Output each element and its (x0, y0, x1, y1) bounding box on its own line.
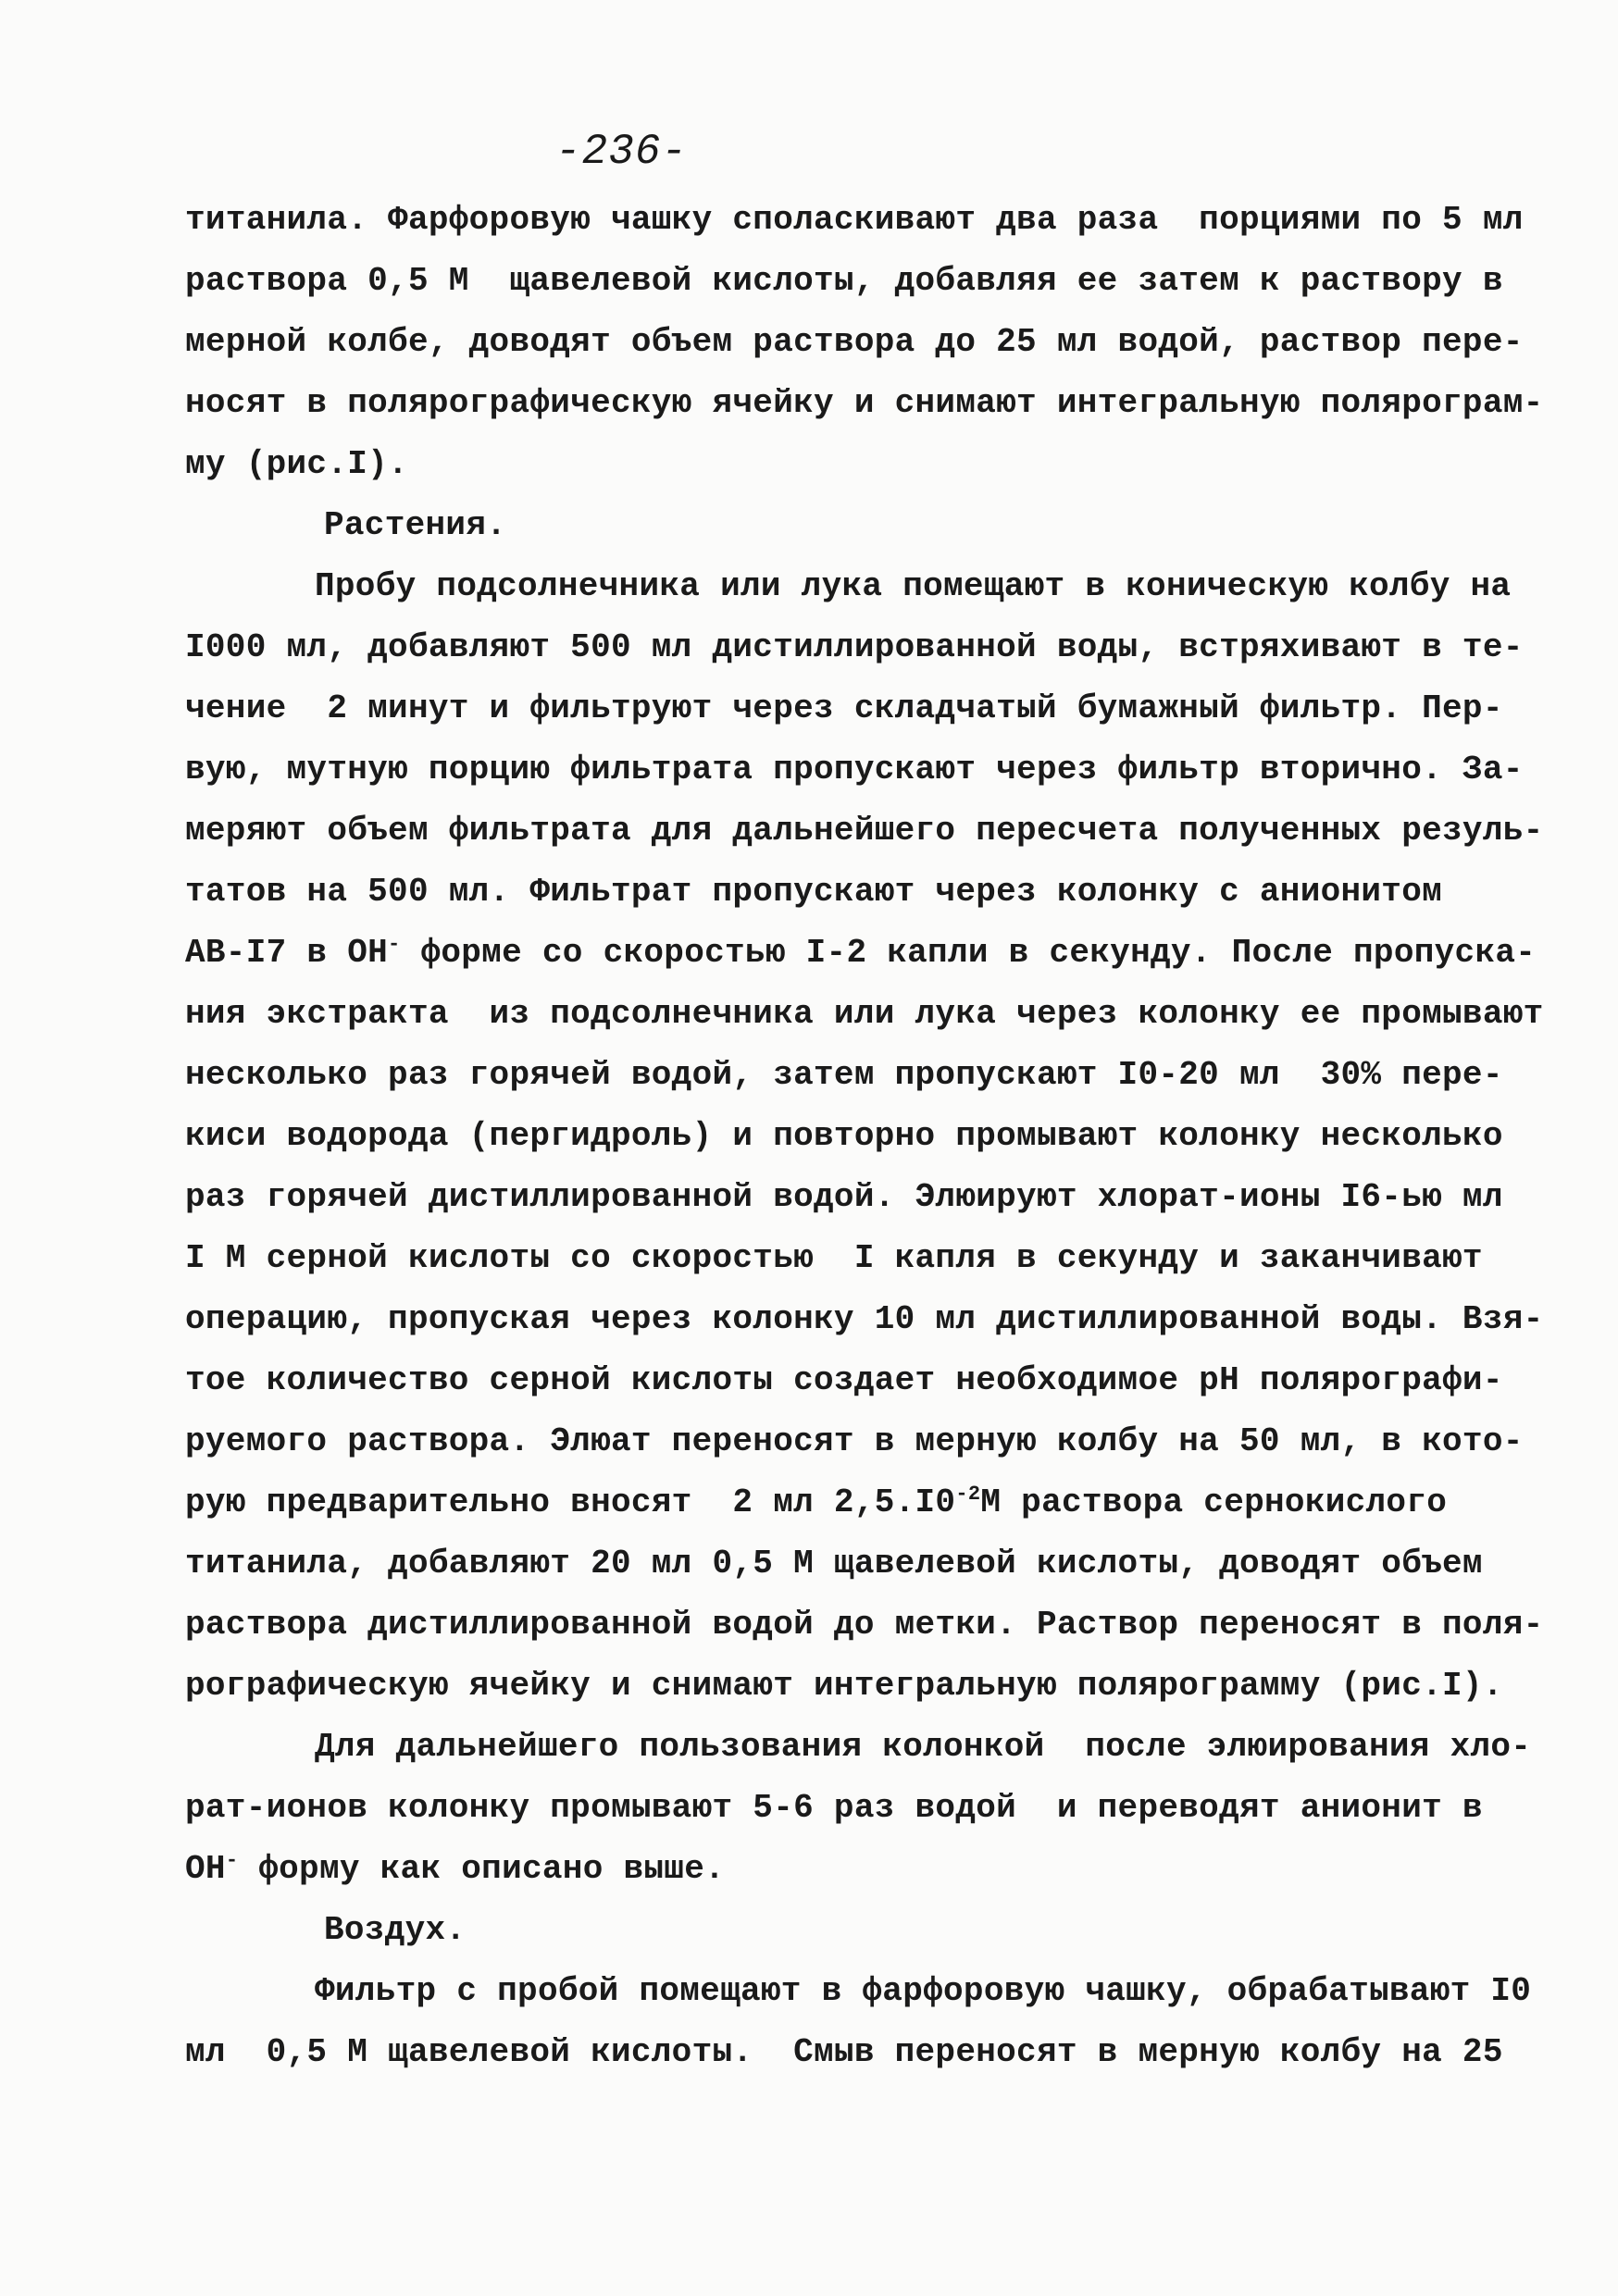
text-line: меряют объем фильтрата для дальнейшего пересчета полученных резуль- (185, 812, 1544, 850)
text-line: рографическую ячейку и снимают интегральную полярограмму (рис.I). (185, 1667, 1503, 1705)
text-fragment: форме со скоростью I-2 капли в секунду. После пропуска- (400, 934, 1537, 972)
text-line: ния экстракта из подсолнечника или лука через колонку ее промывают (185, 995, 1544, 1033)
text-line: му (рис.I). (185, 445, 408, 483)
superscript: - (388, 933, 401, 956)
superscript: - (225, 1849, 239, 1872)
text-line: татов на 500 мл. Фильтрат пропускают через колонку с анионитом (185, 873, 1443, 911)
text-line: тое количество серной кислоты создает необходимое рН полярографи- (185, 1361, 1503, 1399)
text-line: I000 мл, добавляют 500 мл дистиллированной воды, встряхивают в те- (185, 628, 1524, 666)
section-heading-air: Воздух. (324, 1911, 467, 1949)
text-line: раствора 0,5 М щавелевой кислоты, добавляя ее затем к раствору в (185, 262, 1503, 300)
text-line: титанила. Фарфоровую чашку споласкивают два раза порциями по 5 мл (185, 201, 1524, 239)
text-line: чение 2 минут и фильтруют через складчатый бумажный фильтр. Пер- (185, 689, 1503, 727)
superscript: -2 (955, 1483, 981, 1506)
text-fragment: форму как описано выше. (238, 1850, 726, 1888)
text-line: I М серной кислоты со скоростью I капля в секунду и заканчивают (185, 1239, 1483, 1277)
text-line: несколько раз горячей водой, затем пропускают I0-20 мл 30% пере- (185, 1056, 1503, 1094)
text-line: киси водорода (пергидроль) и повторно промывают колонку несколько (185, 1117, 1503, 1155)
text-line: мл 0,5 М щавелевой кислоты. Смыв переносят в мерную колбу на 25 (185, 2033, 1503, 2071)
text-line: Пробу подсолнечника или лука помещают в коническую колбу на (315, 567, 1512, 605)
text-fragment: ОН (185, 1850, 226, 1888)
text-line: вую, мутную порцию фильтрата пропускают через фильтр вторично. За- (185, 751, 1524, 788)
text-line: раствора дистиллированной водой до метки. Раствор переносят в поля- (185, 1606, 1544, 1644)
text-line (185, 1472, 1481, 1533)
text-fragment: М раствора сернокислого (980, 1483, 1448, 1521)
text-line: Для дальнейшего пользования колонкой после элюирования хло- (315, 1728, 1532, 1766)
text-line: Фильтр с пробой помещают в фарфоровую чашку, обрабатывают I0 (315, 1972, 1532, 2010)
text-line: руемого раствора. Элюат переносят в мерную колбу на 50 мл, в кото- (185, 1422, 1524, 1460)
text-line: рат-ионов колонку промывают 5-6 раз водой и переводят анионит в (185, 1789, 1483, 1827)
text-line: операцию, пропуская через колонку 10 мл дистиллированной воды. Взя- (185, 1300, 1544, 1338)
text-line: раз горячей дистиллированной водой. Элюируют хлорат-ионы I6-ью мл (185, 1178, 1503, 1216)
section-heading-plants: Растения. (324, 506, 507, 544)
text-line: мерной колбе, доводят объем раствора до 25 мл водой, раствор пере- (185, 323, 1524, 361)
text-fragment: АВ-I7 в ОН (185, 934, 389, 972)
text-fragment: рую предварительно вносят 2 мл 2,5.I0 (185, 1483, 956, 1521)
text-line: титанила, добавляют 20 мл 0,5 М щавелевой кислоты, доводят объем (185, 1545, 1483, 1582)
body-text (185, 190, 1544, 2083)
text-line (185, 1839, 1481, 1900)
page-number: -236- (555, 128, 689, 176)
text-line: носят в полярографическую ячейку и снимают интегральную полярограм- (185, 384, 1544, 422)
text-line (185, 923, 1537, 984)
